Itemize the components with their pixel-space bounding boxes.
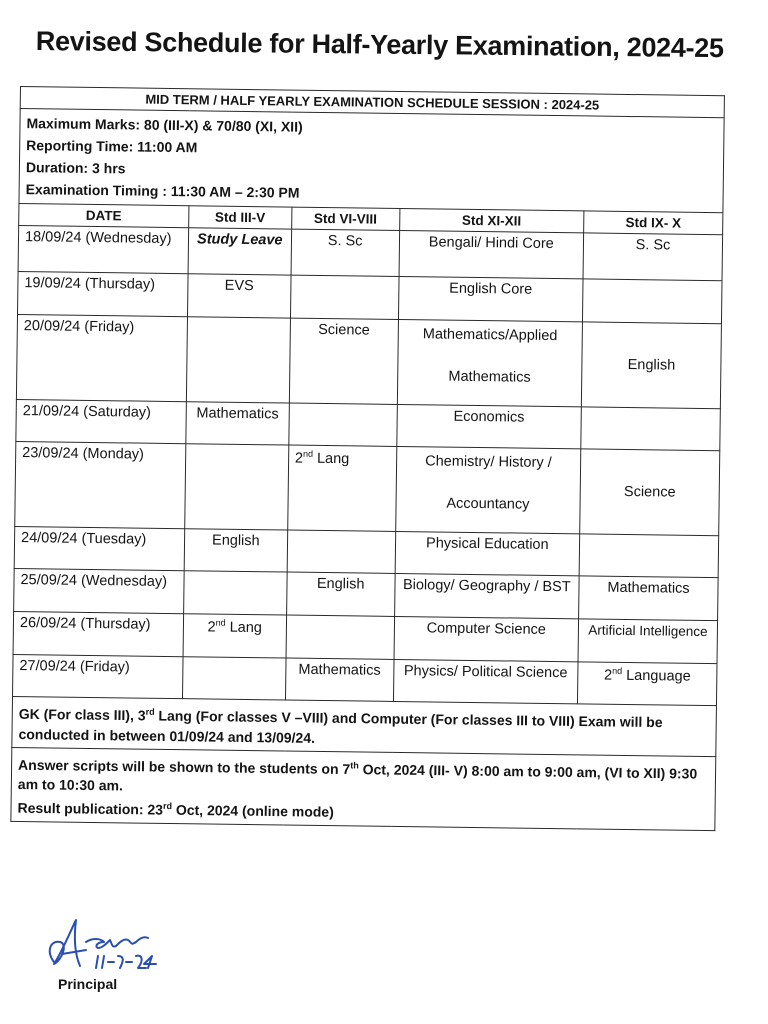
cell-std-3-5 — [182, 657, 285, 700]
cell-std-11-12: Physics/ Political Science — [393, 659, 578, 703]
cell-std-9-10 — [579, 534, 718, 578]
table-row — [16, 314, 721, 408]
cell-std-11-12 — [395, 446, 581, 533]
cell-std-11-12: Bengali/ Hindi Core — [399, 230, 584, 278]
cell-text: 2 — [603, 667, 613, 684]
note-sup: th — [350, 760, 359, 771]
exam-timing: Examination Timing : 11:30 AM – 2:30 PM — [25, 181, 300, 201]
cell-std-11-12: English Core — [398, 276, 583, 321]
col-header-date: DATE — [19, 203, 189, 227]
cell-sup: nd — [302, 448, 314, 459]
cell-std-11-12: Economics — [396, 404, 581, 448]
cell-line: Accountancy — [446, 495, 530, 513]
cell-std-9-10 — [578, 662, 717, 706]
cell-std-3-5 — [183, 571, 286, 615]
gk-note — [12, 696, 717, 756]
cell-std-6-8 — [289, 403, 397, 446]
note-text: Answer scripts will be shown to the students on 7 — [18, 756, 351, 777]
cell-std-9-10: Science — [580, 449, 720, 536]
cell-std-3-5: Study Leave — [188, 228, 291, 275]
note-text: Oct, 2024 (III- V) 8:00 am to 9:00 am, (VI to XII) 9:30 am to 10:30 am. — [17, 760, 698, 794]
note-sup: rd — [162, 801, 173, 812]
cell-std-6-8: Mathematics — [285, 658, 393, 701]
page-title: Revised Schedule for Half-Yearly Examination, 2024-25 — [35, 26, 724, 64]
principal-label: Principal — [58, 976, 118, 992]
cell-std-3-5 — [185, 444, 289, 530]
cell-std-3-5: Mathematics — [186, 402, 289, 445]
cell-std-9-10: English — [581, 322, 721, 409]
cell-std-11-12: Physical Education — [395, 531, 580, 575]
note-sup: rd — [145, 706, 155, 717]
cell-std-3-5 — [183, 614, 286, 658]
col-header-std-11-12: Std XI-XII — [399, 208, 584, 232]
cell-std-6-8: Science — [289, 318, 398, 404]
duration: Duration: 3 hrs — [25, 159, 126, 177]
reporting-time: Reporting Time: 11:00 AM — [26, 137, 198, 156]
cell-line: Chemistry/ History / — [425, 453, 552, 471]
note-text: GK (For class III), 3 — [18, 705, 146, 724]
cell-text: 2 — [207, 619, 216, 636]
cell-std-9-10: Artificial Intelligence — [578, 619, 717, 664]
row-date: 19/09/24 (Thursday) — [18, 271, 188, 316]
cell-line: Mathematics — [448, 368, 531, 386]
cell-std-9-10 — [583, 279, 722, 324]
cell-std-3-5: English — [184, 529, 287, 572]
cell-std-9-10: S. Sc — [583, 233, 723, 281]
schedule-sheet — [10, 86, 725, 831]
cell-std-11-12 — [397, 319, 583, 406]
col-header-std-9-10: Std IX- X — [584, 211, 723, 235]
row-date: 21/09/24 (Saturday) — [16, 399, 186, 443]
row-date: 24/09/24 (Tuesday) — [14, 526, 184, 570]
answer-script-note — [11, 747, 716, 831]
cell-std-6-8 — [286, 615, 394, 659]
cell-std-11-12: Computer Science — [394, 616, 579, 661]
cell-std-6-8 — [287, 445, 396, 531]
schedule-table — [10, 86, 725, 831]
cell-text: Lang — [312, 450, 350, 468]
row-date: 25/09/24 (Wednesday) — [14, 568, 184, 613]
note-text: Oct, 2024 (online mode) — [171, 802, 334, 821]
cell-std-9-10: Mathematics — [579, 576, 718, 621]
cell-text: 2 — [294, 450, 304, 467]
cell-sup: nd — [612, 665, 623, 676]
exam-info — [19, 109, 724, 213]
row-date: 23/09/24 (Monday) — [15, 441, 186, 528]
cell-std-11-12: Biology/ Geography / BST — [394, 573, 579, 618]
col-header-std-3-5: Std III-V — [189, 206, 292, 229]
cell-std-6-8 — [290, 275, 398, 319]
cell-text: Lang — [225, 619, 263, 637]
cell-std-3-5 — [186, 317, 290, 403]
row-date: 18/09/24 (Wednesday) — [18, 225, 188, 273]
row-date: 27/09/24 (Friday) — [13, 654, 183, 698]
cell-line: Mathematics/Applied — [422, 326, 558, 345]
schedule-header: MID TERM / HALF YEARLY EXAMINATION SCHEDULE SESSION : 2024-25 — [20, 87, 724, 118]
note-text: Lang (For classes V –VIII) and Computer (For classes III to VIII) Exam will be conducted in between 01/09/24 and 13/09/24. — [18, 707, 663, 746]
table-row — [15, 441, 720, 535]
cell-sup: nd — [215, 617, 226, 628]
col-header-std-6-8: Std VI-VIII — [291, 207, 399, 230]
cell-std-6-8: English — [286, 572, 394, 616]
cell-std-6-8: S. Sc — [291, 229, 399, 276]
cell-std-6-8 — [287, 530, 395, 573]
cell-std-3-5: EVS — [187, 274, 290, 318]
note-text: Result publication: 23 — [17, 799, 164, 818]
max-marks: Maximum Marks: 80 (III-X) & 70/80 (XI, XII) — [26, 115, 303, 135]
row-date: 20/09/24 (Friday) — [16, 314, 187, 401]
cell-text: Language — [622, 667, 691, 685]
cell-std-9-10 — [581, 407, 720, 451]
principal-signature — [40, 912, 190, 982]
row-date: 26/09/24 (Thursday) — [13, 611, 183, 656]
